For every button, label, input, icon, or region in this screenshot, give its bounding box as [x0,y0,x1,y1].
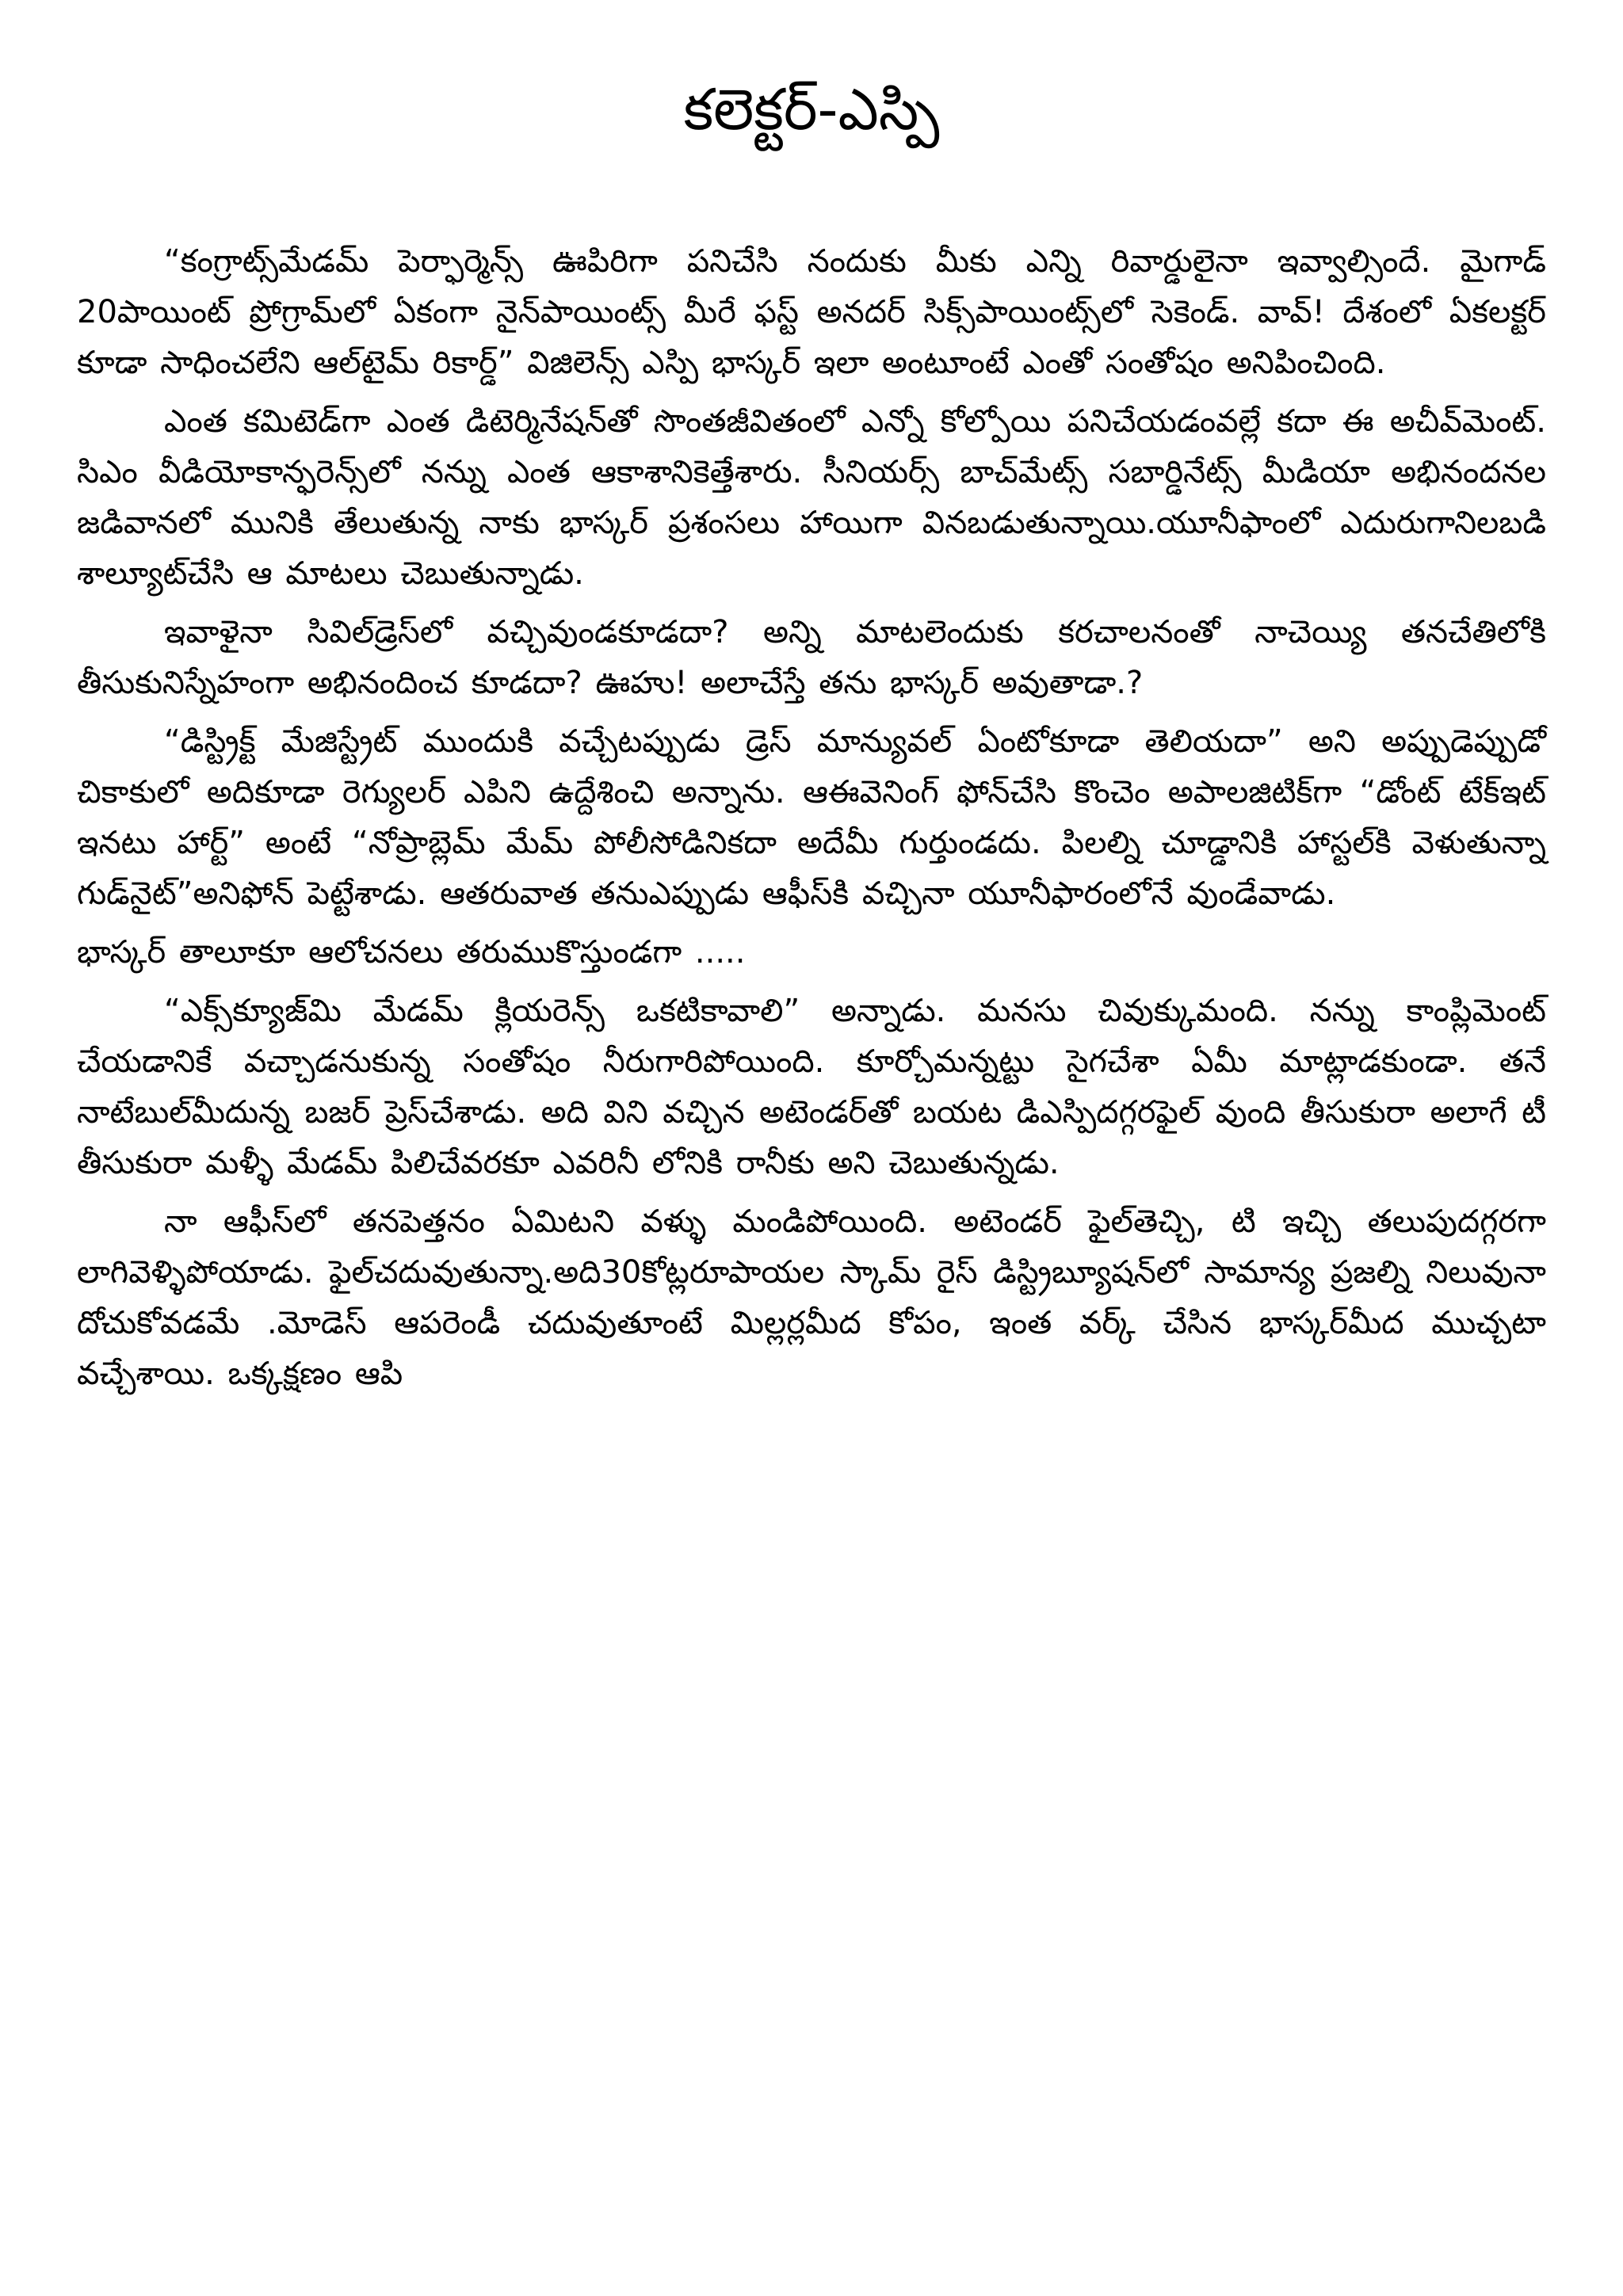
paragraph-4: “డిస్ట్రిక్ట్ మేజిస్ట్రేట్ ముందుకి వచ్చేటప్పుడు డ్రెస్ మాన్యువల్ ఏంటోకూడా తెలియదా” అని అప్పుడెప్పుడో చికాకులో అదికూడా రెగ్యులర్ ఎపిని ఉద్దేశించి అన్నాను. ఆఈవెనింగ్ ఫోన్‌చేసి కొంచెం అపాలజిటిక్‌గా “డోంట్ టేక్ఇట్ ఇనటు హార్ట్” అంటే “నోప్రాబ్లెమ్ మేమ్ పోలీసోడినికదా అదేమీ గుర్తుండదు. పిలల్ని చూడ్డానికి హాస్టల్‌కి వెళుతున్నా గుడ్‌నైట్”అనిఫోన్ పెట్టేశాడు. ఆతరువాత తనుఎప్పుడు ఆఫీస్‌కి వచ్చినా యూనీఫారంలోనే వుండేవాడు. [77,723,1546,912]
paragraph-1: “కంగ్రాట్స్‌మేడమ్ పెర్ఫార్మెన్స్ ఊపిరిగా పనిచేసి నందుకు మీకు ఎన్ని రివార్డులైనా ఇవ్వాల్సిందే. మైగాడ్ 20పాయింట్ ప్రోగ్రామ్‌లో ఏకంగా నైన్‌పాయింట్స్ మీరే ఫస్ట్ అనదర్ సిక్స్‌పాయింట్స్‌లో సెకెండ్. వావ్! దేశంలో ఏకలక్టర్ కూడా సాధించలేని ఆల్‌టైమ్ రికార్డ్” విజిలెన్స్ ఎస్పి భాస్కర్ ఇలా అంటూంటే ఎంతో సంతోషం అనిపించింది. [77,243,1546,381]
paragraph-3: ఇవాళైనా సివిల్‌డ్రెస్‌లో వచ్చివుండకూడదా? అన్ని మాటలెందుకు కరచాలనంతో నాచెయ్యి తనచేతిలోకి తీసుకునిస్నేహంగా అభినందించ కూడదా? ఊహు! అలాచేస్తే తను భాస్కర్ అవుతాడా.? [77,614,1546,701]
document-title: కలెక్టర్-ఎస్పి [683,76,940,143]
paragraph-5: భాస్కర్ తాలూకూ ఆలోచనలు తరుముకొస్తుండగా ..... [77,934,746,971]
paragraph-6: “ఎక్స్‌క్యూజ్‌మి మేడమ్ క్లియరెన్స్ ఒకటికావాలి” అన్నాడు. మనసు చివుక్కుమంది. నన్ను కాంప్లిమెంట్ చేయడానికే వచ్చాడనుకున్న సంతోషం నీరుగారిపోయింది. కూర్చోమన్నట్టు సైగచేశా ఏమీ మాట్లాడకుండా. తనే నాటేబుల్‌మీదున్న బజర్ ప్రెస్‌చేశాడు. అది విని వచ్చిన అటెండర్‌తో బయట డిఎస్పిదగ్గరఫైల్ వుంది తీసుకురా అలాగే టీ తీసుకురా మళ్ళీ మేడమ్ పిలిచేవరకూ ఎవరినీ లోనికి రానీకు అని చెబుతున్నడు. [77,993,1546,1181]
paragraph-7: నా ఆఫీస్‌లో తనపెత్తనం ఏమిటని వళ్ళు మండిపోయింది. అటెండర్ ఫైల్‌తెచ్చి, టి ఇచ్చి తలుపుదగ్గరగా లాగివెళ్ళిపోయాడు. ఫైల్‌చదువుతున్నా.అది30కోట్లరూపాయల స్కామ్ రైస్ డిస్ట్రిబ్యూషన్‌లో సామాన్య ప్రజల్ని నిలువునా దోచుకోవడమే .మోడెస్ ఆపరెండీ చదువుతూంటే మిల్లర్లమీద కోపం, ఇంత వర్క్ చేసిన భాస్కర్‌మీద ముచ్చటా వచ్చేశాయి. ఒక్కక్షణం ఆపి [77,1203,1546,1392]
paragraph-2: ఎంత కమిటెడ్‌గా ఎంత డిటెర్మినేషన్‌తో సొంతజీవితంలో ఎన్నో కోల్పోయి పనిచేయడంవల్లే కదా ఈ అచీవ్‌మెంట్. సిఎం వీడియోకాన్ఫరెన్స్‌లో నన్ను ఎంత ఆకాశానికెత్తేశారు. సీనియర్స్ బాచ్‌మేట్స్ సబార్డినేట్స్ మీడియా అభినందనల జడివానలో మునికి తేలుతున్న నాకు భాస్కర్ ప్రశంసలు హాయిగా వినబడుతున్నాయి.యూనీఫాంలో ఎదురుగానిలబడి శాల్యూట్‌చేసి ఆ మాటలు చెబుతున్నాడు. [77,403,1546,592]
